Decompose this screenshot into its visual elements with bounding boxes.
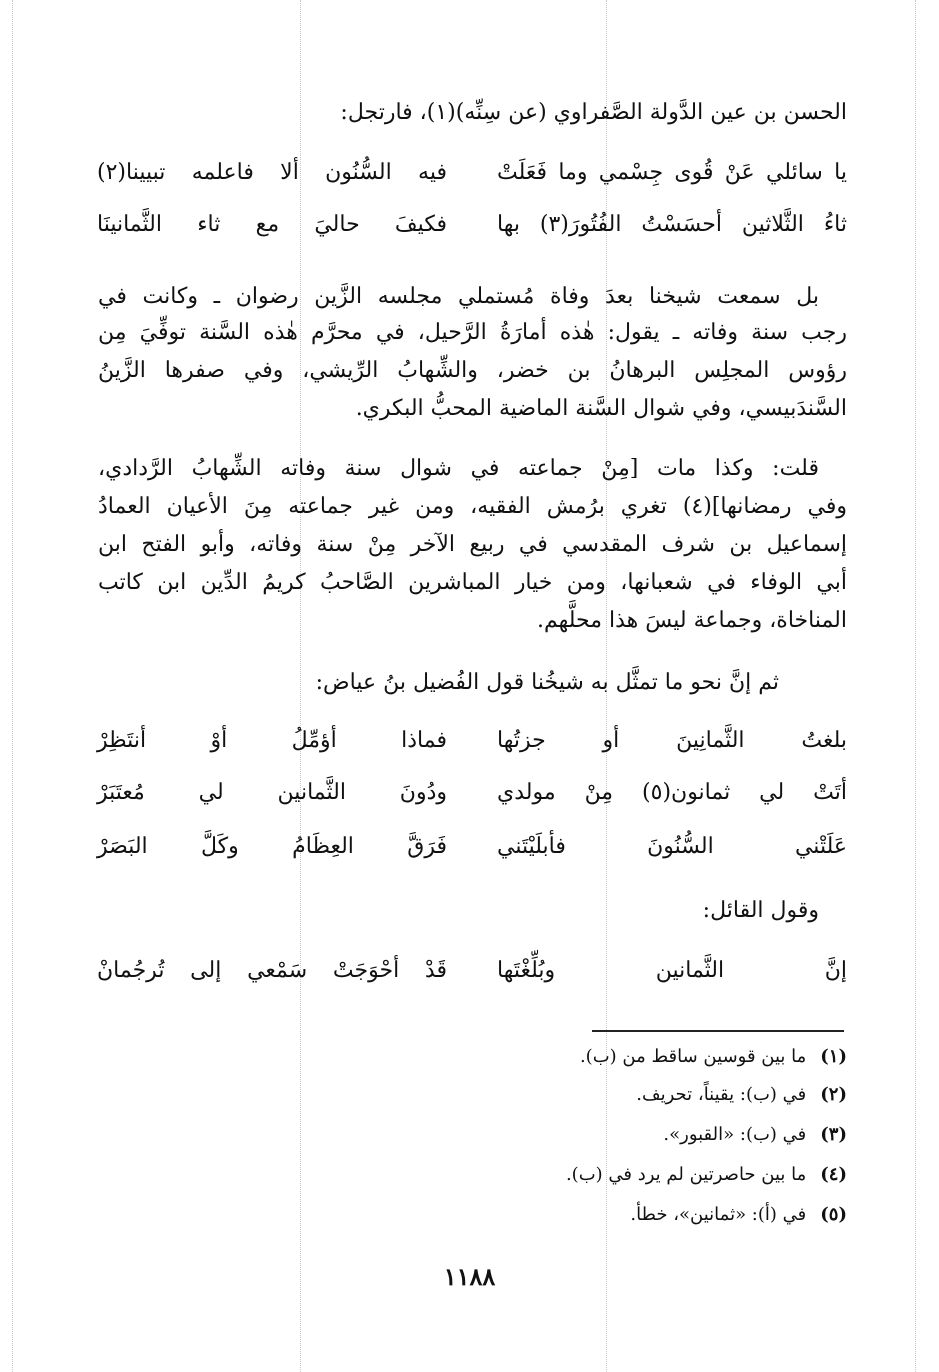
footnote-separator — [592, 1030, 844, 1032]
verse-3-1 — [97, 958, 847, 998]
intro-line: الحسن بن عين الدَّولة الصَّفراوي (عن سِنِّه)(١)، فارتجل: — [340, 100, 847, 125]
verse-1-2 — [97, 212, 847, 252]
verse-second-hemistich: قَدْ أحْوَجَتْ سَمْعي إلى تُرجُمانْ — [97, 958, 447, 983]
footnote-5 — [630, 1204, 847, 1225]
footnote-number: (٥) — [820, 1204, 847, 1225]
paragraph-1-line-4: السَّندَبيسي، وفي شوال السَّنة الماضية المحبُّ البكري. — [355, 396, 847, 421]
verse-1-1 — [97, 160, 847, 200]
footnote-1 — [580, 1046, 847, 1067]
footnote-2 — [636, 1084, 847, 1105]
paragraph-1-line-1: بل سمعت شيخنا بعدَ وفاة مُستملي مجلسه الزَّين رضوان ـ وكانت في — [98, 284, 819, 309]
footnote-text: في (ب): يقيناً، تحريف. — [636, 1084, 807, 1105]
paragraph-2-line-5: المناخاة، وجماعة ليسَ هذا محلَّهم. — [536, 608, 847, 633]
intro-3: وقول القائل: — [702, 898, 819, 923]
paragraph-2-line-3: إسماعيل بن شرف المقدسي في ربيع الآخر مِنْ سنة وفاته، وأبو الفتح ابن — [98, 532, 847, 557]
verse-second-hemistich: فكيفَ حاليَ مع ثاء الثَّمانينَا — [97, 212, 447, 237]
verse-2-2 — [97, 780, 847, 820]
verse-first-hemistich: ثاءُ الثَّلاثين أحسَسْتُ الفُتُورَ(٣) بها — [497, 212, 848, 237]
footnote-number: (٢) — [820, 1084, 847, 1105]
verse-first-hemistich: إنَّ الثَّمانين وبُلِّغْتَها — [497, 958, 847, 983]
scan-dotted-margin-left — [12, 0, 13, 1372]
scan-dotted-margin-inner-1 — [300, 0, 301, 1372]
footnote-text: ما بين حاصرتين لم يرد في (ب). — [565, 1164, 807, 1185]
page-number: ١١٨٨ — [443, 1262, 496, 1291]
footnote-number: (١) — [820, 1046, 847, 1067]
footnote-text: ما بين قوسين ساقط من (ب). — [579, 1046, 807, 1067]
verse-second-hemistich: فَرَقَّ العِظَامُ وكَلَّ البَصَرْ — [97, 834, 447, 859]
verse-second-hemistich: فماذا أؤمِّلُ أوْ أنتَظِرْ — [97, 728, 447, 753]
paragraph-2-line-2: وفي رمضانها](٤) تغري برُمش الفقيه، ومن غير جماعته مِنَ الأعيان العمادُ — [98, 494, 847, 519]
paragraph-2-line-1: قلت: وكذا مات [مِنْ جماعته في شوال سنة وفاته الشِّهابُ الرَّدادي، — [98, 456, 819, 481]
verse-first-hemistich: يا سائلي عَنْ قُوى جِسْمي وما فَعَلَتْ — [497, 160, 847, 185]
verse-first-hemistich: عَلَتْني السُّنُونَ فأبلَيْتَني — [497, 834, 847, 859]
verse-first-hemistich: أتَتْ لي ثمانون(٥) مِنْ مولدي — [497, 780, 847, 805]
footnote-text: في (أ): «ثمانين»، خطأ. — [630, 1204, 807, 1225]
verse-2-3 — [97, 834, 847, 874]
intro-2: ثم إنَّ نحو ما تمثَّل به شيخُنا قول الفُضيل بنُ عياض: — [315, 670, 779, 695]
footnote-3 — [663, 1124, 847, 1145]
scan-dotted-margin-right — [915, 0, 916, 1372]
paragraph-1-line-3: رؤوس المجلِس البرهانُ بن خضر، والشِّهابُ الرِّيشي، وفي صفرها الزَّينُ — [98, 358, 847, 383]
footnote-text: في (ب): «القبور». — [663, 1124, 807, 1145]
footnote-number: (٣) — [820, 1124, 847, 1145]
paragraph-2-line-4: أبي الوفاء في شعبانها، ومن خيار المباشرين الصَّاحبُ كريمُ الدِّين ابن كاتب — [98, 570, 847, 595]
verse-first-hemistich: بلغتُ الثَّمانِينَ أو جزتُها — [497, 728, 847, 753]
verse-second-hemistich: ودُونَ الثَّمانين لي مُعتَبَرْ — [97, 780, 447, 805]
verse-2-1 — [97, 728, 847, 768]
footnote-4 — [566, 1164, 847, 1185]
paragraph-1-line-2: رجب سنة وفاته ـ يقول: هٰذه أمارَةُ الرَّحيل، في محرَّم هٰذه السَّنة توفِّيَ مِن — [98, 320, 847, 345]
verse-second-hemistich: فيه السُّنُون ألا فاعلمه تبيينا(٢) — [97, 160, 447, 185]
footnote-number: (٤) — [820, 1164, 847, 1185]
